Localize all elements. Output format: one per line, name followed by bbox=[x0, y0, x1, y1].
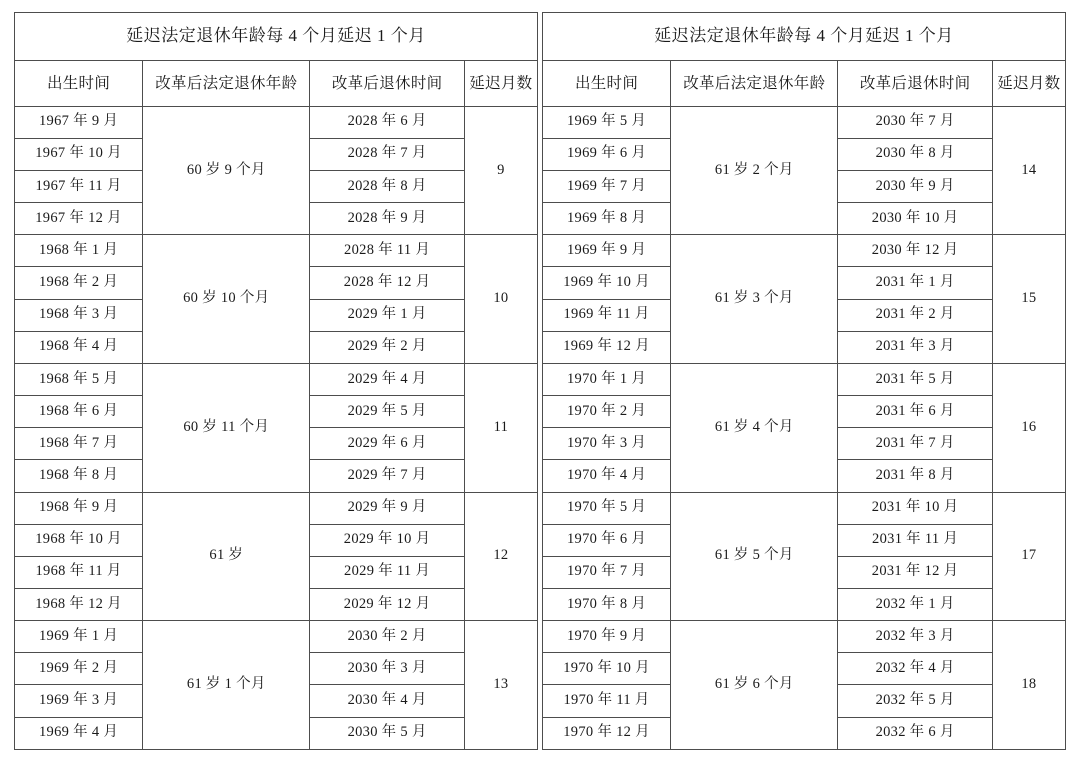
delay-months-cell: 18 bbox=[992, 621, 1065, 750]
delay-months-cell: 11 bbox=[464, 363, 537, 492]
retirement-age-cell: 61 岁 bbox=[143, 492, 310, 621]
delay-months-cell: 10 bbox=[464, 235, 537, 364]
column-header-3: 延迟月数 bbox=[464, 60, 537, 106]
delay-months-cell: 17 bbox=[992, 492, 1065, 621]
column-header-0: 出生时间 bbox=[15, 60, 143, 106]
retirement-age-cell: 61 岁 2 个月 bbox=[671, 106, 838, 235]
schedule-table-right bbox=[542, 12, 1066, 750]
retirement-date-cell: 2028 年 8 月 bbox=[310, 170, 464, 202]
retirement-date-cell: 2032 年 5 月 bbox=[838, 685, 992, 717]
delay-months-cell: 9 bbox=[464, 106, 537, 235]
birth-date-cell: 1970 年 7 月 bbox=[543, 556, 671, 588]
retirement-date-cell: 2028 年 7 月 bbox=[310, 138, 464, 170]
birth-date-cell: 1970 年 11 月 bbox=[543, 685, 671, 717]
table-row bbox=[543, 235, 1066, 267]
retirement-date-cell: 2030 年 10 月 bbox=[838, 203, 992, 235]
birth-date-cell: 1968 年 12 月 bbox=[15, 589, 143, 621]
birth-date-cell: 1970 年 9 月 bbox=[543, 621, 671, 653]
birth-date-cell: 1968 年 1 月 bbox=[15, 235, 143, 267]
birth-date-cell: 1969 年 1 月 bbox=[15, 621, 143, 653]
birth-date-cell: 1970 年 8 月 bbox=[543, 589, 671, 621]
retirement-age-cell: 61 岁 5 个月 bbox=[671, 492, 838, 621]
retirement-date-cell: 2031 年 5 月 bbox=[838, 363, 992, 395]
column-header-3: 延迟月数 bbox=[992, 60, 1065, 106]
retirement-age-cell: 60 岁 10 个月 bbox=[143, 235, 310, 364]
retirement-age-cell: 61 岁 1 个月 bbox=[143, 621, 310, 750]
column-header-0: 出生时间 bbox=[543, 60, 671, 106]
birth-date-cell: 1970 年 6 月 bbox=[543, 524, 671, 556]
retirement-date-cell: 2031 年 1 月 bbox=[838, 267, 992, 299]
birth-date-cell: 1968 年 3 月 bbox=[15, 299, 143, 331]
retirement-date-cell: 2031 年 3 月 bbox=[838, 331, 992, 363]
column-header-1: 改革后法定退休年龄 bbox=[143, 60, 310, 106]
delay-months-cell: 15 bbox=[992, 235, 1065, 364]
birth-date-cell: 1970 年 3 月 bbox=[543, 428, 671, 460]
retirement-date-cell: 2028 年 12 月 bbox=[310, 267, 464, 299]
delay-months-cell: 16 bbox=[992, 363, 1065, 492]
retirement-date-cell: 2031 年 10 月 bbox=[838, 492, 992, 524]
column-header-1: 改革后法定退休年龄 bbox=[671, 60, 838, 106]
retirement-date-cell: 2031 年 6 月 bbox=[838, 396, 992, 428]
table-row bbox=[543, 363, 1066, 395]
birth-date-cell: 1969 年 8 月 bbox=[543, 203, 671, 235]
retirement-date-cell: 2029 年 6 月 bbox=[310, 428, 464, 460]
birth-date-cell: 1970 年 4 月 bbox=[543, 460, 671, 492]
delay-months-cell: 13 bbox=[464, 621, 537, 750]
retirement-age-cell: 61 岁 6 个月 bbox=[671, 621, 838, 750]
table-title: 延迟法定退休年龄每 4 个月延迟 1 个月 bbox=[15, 13, 538, 61]
table-row bbox=[15, 621, 538, 653]
retirement-date-cell: 2030 年 3 月 bbox=[310, 653, 464, 685]
retirement-date-cell: 2028 年 9 月 bbox=[310, 203, 464, 235]
retirement-date-cell: 2031 年 12 月 bbox=[838, 556, 992, 588]
retirement-date-cell: 2031 年 2 月 bbox=[838, 299, 992, 331]
schedule-table-right-body bbox=[543, 13, 1066, 750]
delay-months-cell: 12 bbox=[464, 492, 537, 621]
birth-date-cell: 1969 年 7 月 bbox=[543, 170, 671, 202]
retirement-date-cell: 2028 年 6 月 bbox=[310, 106, 464, 138]
birth-date-cell: 1967 年 9 月 bbox=[15, 106, 143, 138]
birth-date-cell: 1969 年 12 月 bbox=[543, 331, 671, 363]
retirement-date-cell: 2029 年 7 月 bbox=[310, 460, 464, 492]
birth-date-cell: 1968 年 10 月 bbox=[15, 524, 143, 556]
retirement-date-cell: 2029 年 9 月 bbox=[310, 492, 464, 524]
birth-date-cell: 1969 年 11 月 bbox=[543, 299, 671, 331]
retirement-date-cell: 2031 年 7 月 bbox=[838, 428, 992, 460]
table-title-row bbox=[15, 13, 538, 61]
retirement-date-cell: 2030 年 5 月 bbox=[310, 717, 464, 749]
table-title: 延迟法定退休年龄每 4 个月延迟 1 个月 bbox=[543, 13, 1066, 61]
retirement-date-cell: 2030 年 8 月 bbox=[838, 138, 992, 170]
birth-date-cell: 1967 年 10 月 bbox=[15, 138, 143, 170]
table-row bbox=[15, 106, 538, 138]
retirement-date-cell: 2032 年 3 月 bbox=[838, 621, 992, 653]
retirement-date-cell: 2030 年 7 月 bbox=[838, 106, 992, 138]
table-row bbox=[15, 235, 538, 267]
retirement-date-cell: 2029 年 4 月 bbox=[310, 363, 464, 395]
table-row bbox=[15, 492, 538, 524]
birth-date-cell: 1968 年 6 月 bbox=[15, 396, 143, 428]
table-title-row bbox=[543, 13, 1066, 61]
retirement-age-cell: 60 岁 11 个月 bbox=[143, 363, 310, 492]
birth-date-cell: 1968 年 4 月 bbox=[15, 331, 143, 363]
birth-date-cell: 1968 年 2 月 bbox=[15, 267, 143, 299]
retirement-date-cell: 2029 年 12 月 bbox=[310, 589, 464, 621]
column-header-2: 改革后退休时间 bbox=[838, 60, 992, 106]
retirement-date-cell: 2032 年 6 月 bbox=[838, 717, 992, 749]
table-row bbox=[543, 106, 1066, 138]
birth-date-cell: 1967 年 11 月 bbox=[15, 170, 143, 202]
retirement-date-cell: 2029 年 2 月 bbox=[310, 331, 464, 363]
birth-date-cell: 1970 年 2 月 bbox=[543, 396, 671, 428]
birth-date-cell: 1968 年 5 月 bbox=[15, 363, 143, 395]
retirement-date-cell: 2030 年 4 月 bbox=[310, 685, 464, 717]
table-row bbox=[543, 492, 1066, 524]
birth-date-cell: 1969 年 3 月 bbox=[15, 685, 143, 717]
retirement-date-cell: 2030 年 9 月 bbox=[838, 170, 992, 202]
birth-date-cell: 1969 年 9 月 bbox=[543, 235, 671, 267]
retirement-date-cell: 2032 年 4 月 bbox=[838, 653, 992, 685]
retirement-date-cell: 2032 年 1 月 bbox=[838, 589, 992, 621]
retirement-date-cell: 2029 年 11 月 bbox=[310, 556, 464, 588]
retirement-date-cell: 2031 年 11 月 bbox=[838, 524, 992, 556]
column-header-2: 改革后退休时间 bbox=[310, 60, 464, 106]
birth-date-cell: 1969 年 6 月 bbox=[543, 138, 671, 170]
delay-months-cell: 14 bbox=[992, 106, 1065, 235]
retirement-date-cell: 2029 年 1 月 bbox=[310, 299, 464, 331]
birth-date-cell: 1970 年 10 月 bbox=[543, 653, 671, 685]
birth-date-cell: 1970 年 12 月 bbox=[543, 717, 671, 749]
birth-date-cell: 1968 年 8 月 bbox=[15, 460, 143, 492]
table-row bbox=[543, 621, 1066, 653]
table-header-row bbox=[15, 60, 538, 106]
retirement-date-cell: 2029 年 5 月 bbox=[310, 396, 464, 428]
schedule-table-right-wrap bbox=[542, 12, 1066, 750]
schedule-table-left bbox=[14, 12, 538, 750]
birth-date-cell: 1969 年 2 月 bbox=[15, 653, 143, 685]
retirement-age-cell: 60 岁 9 个月 bbox=[143, 106, 310, 235]
birth-date-cell: 1969 年 5 月 bbox=[543, 106, 671, 138]
birth-date-cell: 1968 年 11 月 bbox=[15, 556, 143, 588]
birth-date-cell: 1968 年 9 月 bbox=[15, 492, 143, 524]
retirement-age-cell: 61 岁 4 个月 bbox=[671, 363, 838, 492]
schedule-table-left-wrap bbox=[14, 12, 538, 750]
retirement-date-cell: 2029 年 10 月 bbox=[310, 524, 464, 556]
retirement-date-cell: 2030 年 2 月 bbox=[310, 621, 464, 653]
schedule-table-left-body bbox=[15, 13, 538, 750]
birth-date-cell: 1970 年 1 月 bbox=[543, 363, 671, 395]
retirement-date-cell: 2030 年 12 月 bbox=[838, 235, 992, 267]
birth-date-cell: 1967 年 12 月 bbox=[15, 203, 143, 235]
retirement-date-cell: 2028 年 11 月 bbox=[310, 235, 464, 267]
retirement-age-cell: 61 岁 3 个月 bbox=[671, 235, 838, 364]
birth-date-cell: 1969 年 4 月 bbox=[15, 717, 143, 749]
table-row bbox=[15, 363, 538, 395]
birth-date-cell: 1968 年 7 月 bbox=[15, 428, 143, 460]
birth-date-cell: 1970 年 5 月 bbox=[543, 492, 671, 524]
birth-date-cell: 1969 年 10 月 bbox=[543, 267, 671, 299]
table-header-row bbox=[543, 60, 1066, 106]
retirement-date-cell: 2031 年 8 月 bbox=[838, 460, 992, 492]
